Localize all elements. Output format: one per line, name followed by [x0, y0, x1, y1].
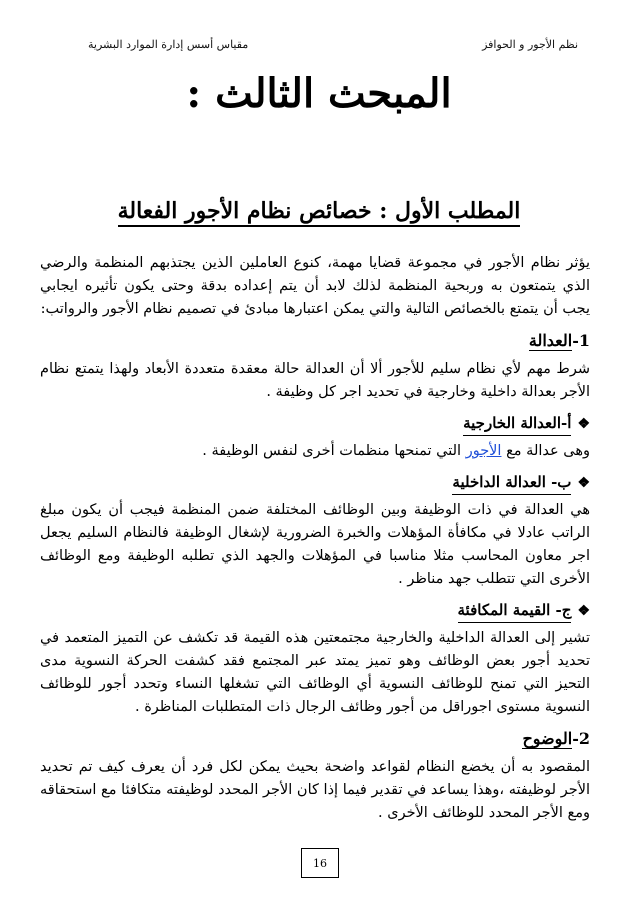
- justice-heading-label: العدالة: [528, 331, 573, 350]
- clarity-paragraph: المقصود به أن يخضع النظام لقواعد واضحة بحيث يمكن لكل فرد أن يعرف كيف تم تحديد الأجر لوظيفته ،وهذا يساعد في تقدير فيما إذا كان الأجر المحدد لوظيفته متكافئا مع استحقاقه ومع الأجر المحدد للوظائف الأخرى .: [40, 759, 590, 821]
- content: [40, 252, 590, 833]
- justice-paragraph: شرط مهم لأي نظام سليم للأجور ألا أن العدالة حالة معقدة متعددة الأبعاد ولهذا يتمتع نظام الأجر بعدالة داخلية وخارجية في تحديد اجر كل وظيفة .: [40, 361, 590, 400]
- clarity-heading: [40, 727, 590, 750]
- page-number: 16: [301, 848, 339, 878]
- chapter-title: المبحث الثالث :: [186, 70, 452, 117]
- diamond-bullet-icon: ❖: [577, 415, 590, 432]
- diamond-bullet-icon: ❖: [577, 474, 590, 491]
- wages-link[interactable]: الأجور: [465, 443, 502, 459]
- intro-paragraph: يؤثر نظام الأجور في مجموعة قضايا مهمة، كنوع العاملين الذين يجتذبهم المنظمة والرضي الذي يتمتعون به وربحية المنظمة لذلك لابد أن يتم إعداده بدقة وحتى يكون تأثيره ايجابي يجب أن يتمتع بالخصائص التالية والتي يمكن اعتبارها مبادئ في تصميم نظام الأجور والرواتب:: [40, 255, 590, 317]
- internal-justice-heading: [40, 471, 590, 495]
- running-header: [88, 38, 578, 51]
- external-justice-text-after: التي تمنحها منظمات أخرى لنفس الوظيفة .: [202, 443, 466, 459]
- header-right-text: نظم الأجور و الحوافز: [482, 38, 578, 51]
- comparable-worth-heading: [40, 599, 590, 623]
- internal-justice-paragraph: هي العدالة في ذات الوظيفة وبين الوظائف المختلفة ضمن المنظمة فيجب أن يكون مبلغ الراتب عادلا في مكافأة المؤهلات والخبرة الضرورية لإشغال الوظيفة فالنظام السليم يجعل اجر معاون المحاسب مثلا مناسبا في المؤهلات والجهد الذي تطلبه الوظيفة ومع الوظائف الأخرى التي تتطلب جهد مناظر .: [40, 502, 590, 587]
- external-justice-paragraph: [40, 440, 590, 463]
- diamond-bullet-icon: ❖: [577, 602, 590, 619]
- comparable-worth-paragraph: تشير إلى العدالة الداخلية والخارجية مجتمعتين هذه القيمة قد تكشف عن التميز المتعمد في تحديد أجور بعض الوظائف وهو تميز يمتد عبر المجتمع فقد كشفت الحركة النسوية مدى التحيز التي تمنح للوظائف النسوية أي الوظائف التي تشغلها النساء وتحدد أجور للوظائف النسوية مستوى اجوراقل من أجور وظائف الرجال ذات المتطلبات المناظرة .: [40, 630, 590, 715]
- clarity-heading-label: الوضوح: [522, 729, 573, 748]
- section-title: المطلب الأول : خصائص نظام الأجور الفعالة: [118, 198, 521, 227]
- comparable-worth-label: ج- القيمة المكافئة: [458, 599, 572, 623]
- justice-number: 1-: [572, 331, 590, 350]
- external-justice-heading: [40, 412, 590, 436]
- external-justice-label: أ-العدالة الخارجية: [463, 412, 571, 436]
- external-justice-text-before: وهى عدالة مع: [501, 443, 590, 459]
- internal-justice-label: ب- العدالة الداخلية: [452, 471, 571, 495]
- section-title-wrap: [0, 198, 638, 224]
- justice-heading: [40, 329, 590, 352]
- header-left-text: مقياس أسس إدارة الموارد البشرية: [88, 38, 249, 51]
- clarity-number: 2-: [572, 729, 590, 748]
